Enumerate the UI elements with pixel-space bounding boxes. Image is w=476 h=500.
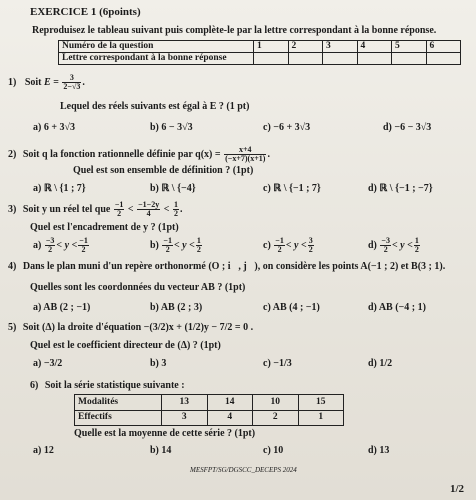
q2-fraction (224, 146, 266, 163)
answer-table-row1-label: Numéro de la question (59, 41, 254, 53)
q5-option-b: b) 3 (150, 358, 167, 369)
q3-f3-num: 1 (173, 200, 178, 209)
q3-d-rn: 1 (414, 236, 419, 245)
q5-option-a: a) −3/2 (33, 358, 63, 369)
q4-option-d: d) AB (−4 ; 1) (368, 302, 426, 313)
instruction-text: Reproduisez le tableau suivant puis complète-le par la lettre correspondant à la bonne réponse. (32, 25, 437, 36)
answer-table-col: 5 (392, 41, 427, 53)
q3-frac-1 (114, 201, 125, 218)
q3-b-ld: 2 (165, 245, 170, 254)
q3-d-prefix: d) (368, 239, 377, 251)
q1-option-d: d) −6 − 3√3 (383, 122, 432, 133)
q3-c-ld: 2 (277, 245, 282, 254)
q3-f1-num: −1 (114, 200, 124, 209)
q6-option-c: c) 10 (263, 445, 284, 456)
q6-option-a: a) 12 (33, 445, 54, 456)
q6-option-d: d) 13 (368, 445, 390, 456)
q3-frac-3 (173, 201, 179, 218)
q3-a-left (45, 237, 56, 254)
q1-option-a: a) 6 + 3√3 (33, 122, 76, 133)
q2-question: Quel est son ensemble de définition ? (1pt) (73, 165, 254, 176)
q1-option-c: c) −6 + 3√3 (263, 122, 311, 133)
q2-option-c: c) ℝ \ {−1 ; 7} (263, 183, 321, 194)
q4-label: 4) (8, 261, 17, 272)
q3-option-b: b) $\frac{-1}{2}$ < y < $\frac{1}{2}$ (150, 236, 201, 254)
q3-d-left (380, 237, 391, 254)
q2-option-a: a) ℝ \ {1 ; 7} (33, 183, 86, 194)
q3-f2-den: 4 (146, 209, 151, 218)
q5-option-d: d) 1/2 (368, 358, 393, 369)
q3-a-ld: 2 (48, 245, 53, 254)
stats-cell: 10 (253, 395, 299, 411)
q5-question: Quel est le coefficient directeur de (Δ) ? (1pt) (30, 340, 221, 351)
q3-c-prefix: c) (263, 239, 271, 251)
answer-cell (357, 53, 392, 65)
q4-question: Quelles sont les coordonnées du vecteur AB ? (1pt) (30, 282, 246, 293)
answer-table-col: 6 (426, 41, 461, 53)
q3-a-right (78, 237, 89, 254)
q3-c-rn: 3 (308, 236, 313, 245)
q3-f2-num: −1−2y (138, 200, 160, 209)
q1-frac-den: 2−√3 (63, 82, 81, 91)
stats-cell: 14 (207, 395, 253, 411)
q6-label: 6) (30, 380, 39, 391)
q2-frac-num: x+4 (224, 146, 266, 155)
q3-option-c: c) $\frac{-1}{2}$ < y < $\frac{3}{2}$ (263, 236, 313, 254)
q6-text: Soit la série statistique suivante : (44, 380, 185, 391)
q2-frac-den: (−x+7)(x+1) (225, 154, 266, 163)
q1-option-b: b) 6 − 3√3 (150, 122, 193, 133)
q3-d-rd: 2 (414, 245, 419, 254)
q3-c-left (274, 237, 285, 254)
q3-c-right (308, 237, 314, 254)
q3-d-right (414, 237, 420, 254)
q5-option-c: c) −1/3 (263, 358, 292, 369)
stats-cell: 2 (253, 410, 299, 426)
answer-table-col: 3 (323, 41, 358, 53)
stats-cell: 1 (298, 410, 344, 426)
q1-frac-num: 3 (62, 74, 81, 83)
q4-stem (8, 261, 445, 272)
q6-stem (30, 380, 185, 391)
q2-stem: 2) Soit q la fonction rationnelle définie par q(x) = $\frac{x+4}{(-x+7)(x+1)}$ . (8, 145, 270, 163)
q4-option-a: a) AB (2 ; −1) (33, 302, 91, 313)
q1-question: Lequel des réels suivants est égal à E ? (1 pt) (60, 101, 250, 112)
q4-text: Dans le plan muni d'un repère orthonormé (O ; i⃗, j⃗), on considère les points A(−1 ; 2) et B(3 ; 1). (22, 261, 446, 272)
q5-stem (8, 322, 253, 333)
stats-cell: 13 (162, 395, 208, 411)
q3-b-prefix: b) (150, 239, 159, 251)
q3-b-right (196, 237, 202, 254)
stats-cell: 15 (298, 395, 344, 411)
q5-text: Soit (Δ) la droite d'équation −(3/2)x + (1/2)y − 7/2 = 0 . (22, 322, 254, 333)
q1-fraction (62, 74, 81, 91)
exercise-title: EXERCICE 1 (6points) (30, 6, 141, 18)
q3-c-rd: 2 (308, 245, 313, 254)
footer-code: MESFPT/SG/DGSCC_DECEPS 2024 (190, 466, 297, 474)
q3-d-ld: 2 (383, 245, 388, 254)
q3-stem: 3) Soit y un réel tel que $\frac{-1}{2}$ < $\frac{-1-2y}{4}$ < $\frac{1}{2}$ . (8, 200, 183, 218)
q5-label: 5) (8, 322, 17, 333)
q2-option-d: d) ℝ \ {−1 ; −7} (368, 183, 433, 194)
q2-option-b: b) ℝ \ {−4} (150, 183, 196, 194)
q6-option-b: b) 14 (150, 445, 172, 456)
q3-text: Soit y un réel tel que (22, 203, 111, 215)
stats-cell: 4 (207, 410, 253, 426)
q3-option-a: a) $\frac{-3}{2}$ < y < $\frac{-1}{2}$ (33, 236, 88, 254)
q3-f3-den: 2 (173, 209, 178, 218)
answer-table-col: 4 (357, 41, 392, 53)
page-number: 1/2 (450, 483, 465, 495)
stats-table (74, 394, 344, 426)
q1-expr: E = (44, 76, 59, 88)
answer-table (58, 40, 461, 65)
stats-cell: 3 (162, 410, 208, 426)
answer-cell (288, 53, 323, 65)
q3-b-rd: 2 (196, 245, 201, 254)
q3-d-ln: −3 (381, 236, 390, 245)
q4-option-c: c) AB (4 ; −1) (263, 302, 320, 313)
answer-table-col: 2 (288, 41, 323, 53)
q4-option-b: b) AB (2 ; 3) (150, 302, 203, 313)
q3-option-d: d) $\frac{-3}{2}$ < y < $\frac{1}{2}$ (368, 236, 419, 254)
answer-cell (392, 53, 427, 65)
q1-stem: 1) Soit E = $\frac{3}{2-√3}$ . (8, 73, 85, 91)
q3-f1-den: 2 (117, 209, 122, 218)
q3-c-ln: −1 (275, 236, 284, 245)
q3-question: Quel est l'encadrement de y ? (1pt) (30, 222, 179, 233)
q2-label: 2) (8, 148, 17, 160)
answer-cell (323, 53, 358, 65)
q3-frac-2 (137, 201, 160, 218)
answer-table-col: 1 (254, 41, 289, 53)
q3-b-left (162, 237, 173, 254)
q3-a-rn: −1 (79, 236, 88, 245)
q1-prefix: Soit (24, 76, 42, 88)
q3-label: 3) (8, 203, 17, 215)
q3-a-prefix: a) (33, 239, 42, 251)
q3-b-ln: −1 (163, 236, 172, 245)
stats-row2-label: Effectifs (75, 410, 162, 426)
q6-question: Quelle est la moyenne de cette série ? (1pt) (74, 428, 256, 439)
answer-table-row2-label: Lettre correspondant à la bonne réponse (59, 53, 254, 65)
answer-cell (426, 53, 461, 65)
q3-a-rd: 2 (81, 245, 86, 254)
q3-b-rn: 1 (196, 236, 201, 245)
q3-a-ln: −3 (45, 236, 55, 245)
q2-text: Soit q la fonction rationnelle définie par q(x) = (22, 148, 221, 160)
answer-cell (254, 53, 289, 65)
q1-label: 1) (8, 76, 17, 88)
stats-row1-label: Modalités (75, 395, 162, 411)
